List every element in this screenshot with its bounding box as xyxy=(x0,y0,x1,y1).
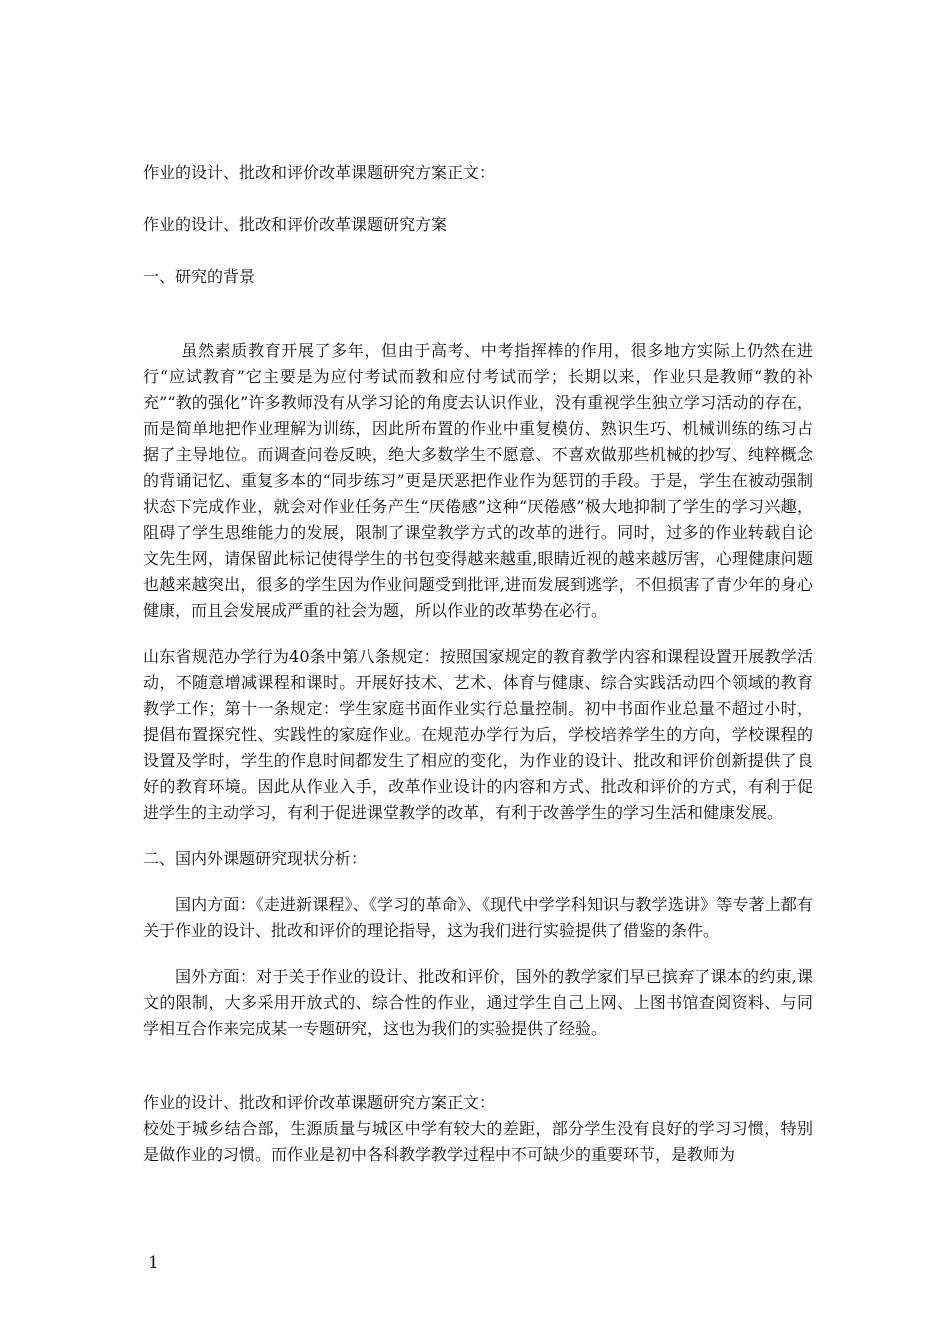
section-title-research-status: 二、国内外课题研究现状分析： xyxy=(143,849,368,868)
document-title: 作业的设计、批改和评价改革课题研究方案 xyxy=(143,215,448,234)
document-heading: 作业的设计、批改和评价改革课题研究方案正文： xyxy=(143,163,496,182)
paragraph-background: 虽然素质教育开展了多年，但由于高考、中考指挥棒的作用，很多地方实际上仍然在进行“应试教育”它主要是为应付考试而教和应付考试而学；长期以来，作业只是教师“教的补充”“教的强化”许多教师没有从学习论的角度去认识作业，没有重视学生独立学习活动的存在，而是简单地把作业理解为训练，因此所布置的作业中重复模仿、熟识生巧、机械训练的练习占据了主导地位。而调查问卷反映，绝大多数学生不愿意、不喜欢做那些机械的抄写、纯粹概念的背诵记忆、重复多本的“同步练习”更是厌恶把作业作为惩罚的手段。于是，学生在被动强制状态下完成作业，就会对作业任务产生“厌倦感”这种“厌倦感”极大地抑制了学生的学习兴趣，阻碍了学生思维能力的发展，限制了课堂教学方式的改革的进行。同时，过多的作业转载自论文先生网，请保留此标记使得学生的书包变得越来越重,眼睛近视的越来越厉害，心理健康问题也越来越突出，很多的学生因为作业问题受到批评,进而发展到逃学，不但损害了青少年的身心健康，而且会发展成严重的社会为题，所以作业的改革势在必行。 xyxy=(143,341,813,620)
section-title-background: 一、研究的背景 xyxy=(143,267,256,286)
paragraph-shandong-rules: 山东省规范办学行为40条中第八条规定：按照国家规定的教育教学内容和课程设置开展教学活动，不随意增减课程和课时。开展好技术、艺术、体育与健康、综合实践活动四个领域的教育教学工作；第十一条规定：学生家庭书面作业实行总量控制。初中书面作业总量不超过小时，提倡布置探究性、实践性的家庭作业。在规范办学行为后，学校培养学生的方向，学校课程的设置及学时，学生的作息时间都发生了相应的变化，为作业的设计、批改和评价创新提供了良好的教育环境。因此从作业入手，改革作业设计的内容和方式、批改和评价的方式，有利于促进学生的主动学习，有利于促进课堂教学的改革，有利于改善学生的学习生活和健康发展。 xyxy=(143,647,813,822)
document-body xyxy=(143,160,813,1168)
paragraph-foreign: 国外方面：对于关于作业的设计、批改和评价，国外的教学家们早已摈弃了课本的约束,课文的限制，大多采用开放式的、综合性的作业，通过学生自己上网、上图书馆查阅资料、与同学相互合作来完成某一专题研究，这也为我们的实验提供了经验。 xyxy=(143,967,813,1038)
paragraph-domestic: 国内方面：《走进新课程》、《学习的革命》、《现代中学学科知识与教学选讲》等专著上都有关于作业的设计、批改和评价的理论指导，这为我们进行实验提供了借鉴的条件。 xyxy=(143,895,813,940)
page-number: 1 xyxy=(148,1253,159,1273)
paragraph-school-context: 校处于城乡结合部，生源质量与城区中学有较大的差距，部分学生没有良好的学习习惯，特别是做作业的习惯。而作业是初中各科教学教学过程中不可缺少的重要环节，是教师为 xyxy=(143,1119,813,1164)
document-heading-repeat: 作业的设计、批改和评价改革课题研究方案正文： xyxy=(143,1093,496,1112)
